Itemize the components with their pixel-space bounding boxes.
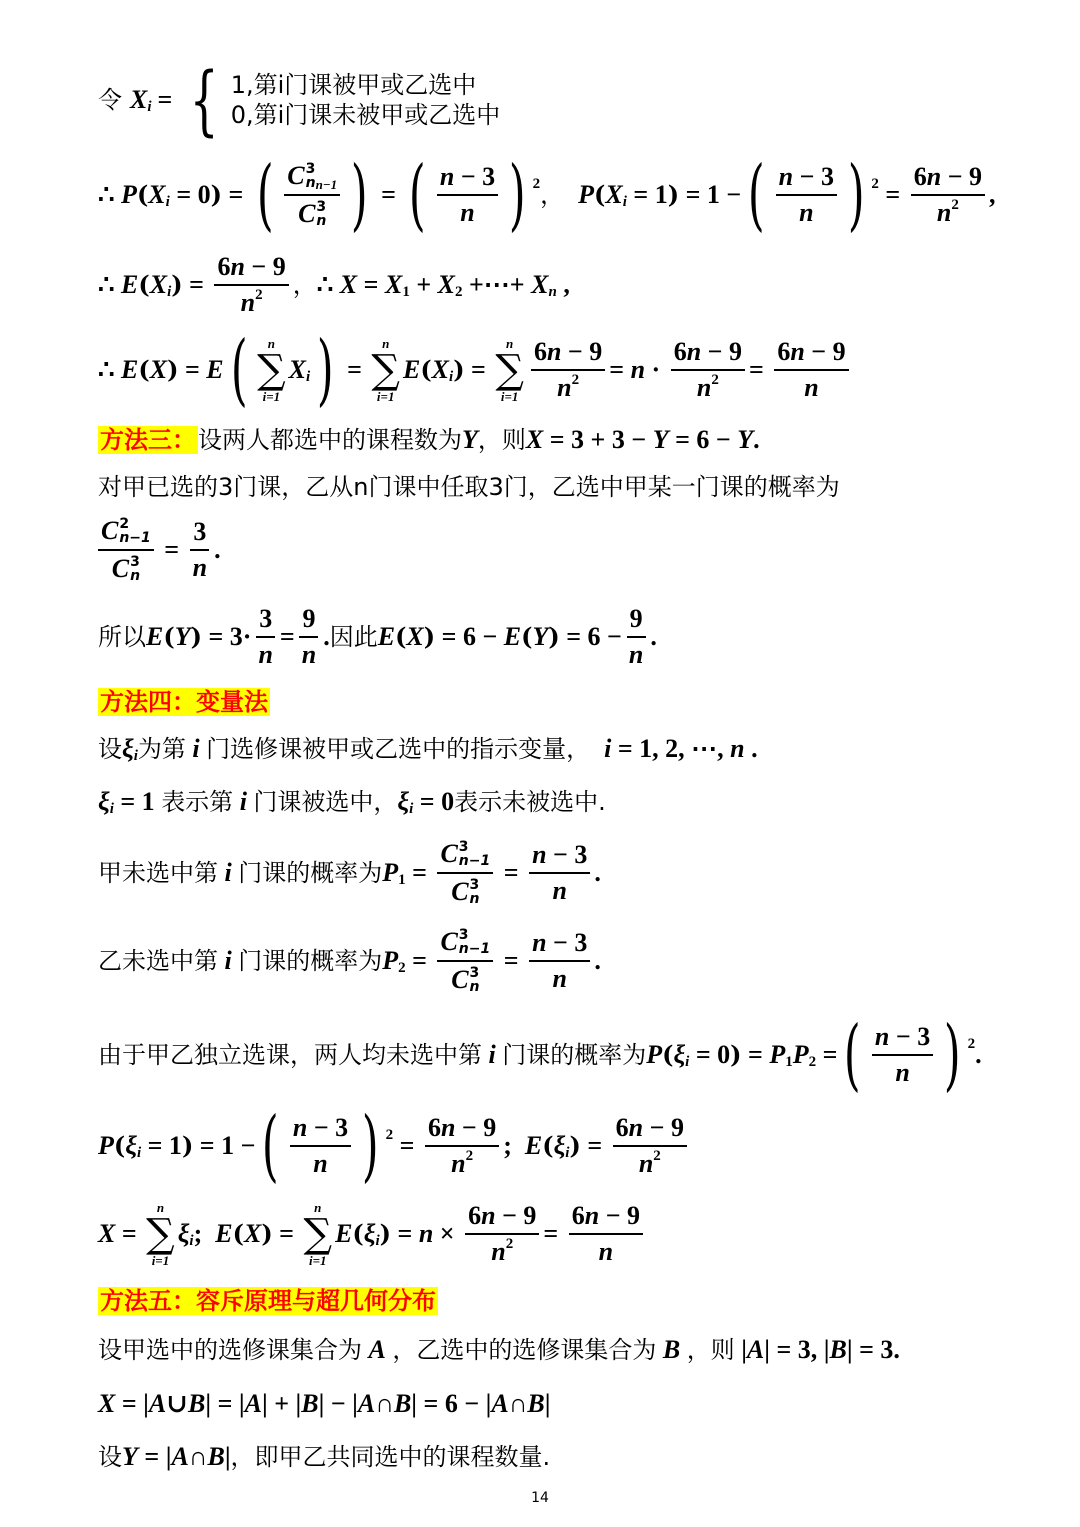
indicator-var-line: 设 ξ i 为第 i 门选修课被甲或乙选中的指示变量， i = 1, 2, ⋯, n . <box>98 734 758 764</box>
method-three-text: 设两人都选中的课程数为 <box>198 426 462 454</box>
def-prefix: 令 <box>98 86 122 114</box>
case-1: 1,第i门课被甲或乙选中 <box>230 71 477 99</box>
prob-ratio: C 2 n−1 C 3 n = $\frac{3}{n}$ . <box>98 515 221 585</box>
method-five-line <box>98 1284 438 1318</box>
prob-p1-line: 甲未选中第 i 门课的概率为 P 1 = C 3 n−1 C 3 n = n − 3 n . <box>98 839 601 907</box>
y-definition: 设 Y = | A ∩ B | ，即甲乙共同选中的课程数量. <box>98 1442 551 1471</box>
indicator-definition: 令 X i = { 1,第i门课被甲或乙选中 0,第i门课未被甲或乙选中 <box>98 55 501 144</box>
set-definition: 设甲选中的选修课集合为 A ，乙选中的选修课集合为 B ，则 | A | = 3, | B | = 3. <box>98 1335 900 1364</box>
case-2: 0,第i门课未被甲或乙选中 <box>230 101 501 129</box>
method-five-heading: 方法五：容斥原理与超几何分布 <box>100 1287 436 1315</box>
comma: ， <box>292 271 317 299</box>
left-brace: { <box>190 55 220 144</box>
method-three-heading: 方法三： <box>100 426 196 454</box>
expectation-sum-xi: X = n ∑ i=1 ξ i ; E ( X ) = n ∑ i=1 E ( ξ i ) = n × 6 n − 9 n 2 = 6 n − 9 n <box>98 1198 647 1270</box>
method-three-line: 方法三： 设两人都选中的课程数为 Y ，则 X = 3 + 3 − Y = 6 − Y . <box>100 425 760 454</box>
independent-line: 由于甲乙独立选课，两人均未选中第 i 门课的概率为 P ( ξ i = 0 ) = P 1 P 2 = ( n − 3 n ) 2 . <box>98 1010 982 1100</box>
indicator-meaning: ξ i = 1 表示第 i 门课被选中， ξ i = 0 表示未被选中. <box>98 787 606 817</box>
comma: ， <box>540 181 565 209</box>
method-four-heading: 方法四：变量法 <box>100 688 268 716</box>
prob-xi-formula: ∴ P ( X i = 0 ) = ( C 3 n n−1 C 3 n ) = ( n − 3 n ) 2 ， P ( X i = 1 ) = 1 − ( n − 3 n ) 2 = 6 n − 9 n 2 , <box>98 150 996 240</box>
expectation-xi: ∴ E ( X i ) = 6 n − 9 n 2 ， ∴ X = X 1 + X 2 +⋯+ X n , <box>98 252 570 317</box>
method-three-desc: 对甲已选的3门课，乙从n门课中任取3门，乙选中甲某一门课的概率为 <box>98 473 840 501</box>
prob-p2-line: 乙未选中第 i 门课的概率为 P 2 = C 3 n−1 C 3 n = n − 3 n . <box>98 927 601 995</box>
expectation-x-sum: ∴ E ( X ) = E ( n ∑ i=1 X i ) = n ∑ i=1 E ( X i ) = n ∑ i=1 6 n − 9 n 2 = n · 6 n − 9 n 2 = 6 n − 9 n <box>98 330 853 410</box>
method-three-result: 所以 E ( Y ) = 3· $\frac{3}{n}$ = $\frac{9}{n}$ . 因此 E ( X ) = 6 − E ( Y ) = 6 − $\frac{9}{n}$ . <box>98 604 657 669</box>
method-four-line <box>98 685 270 719</box>
union-formula: X = | A ∪ B | = | A | + | B | − | A ∩ B | = 6 − | A ∩ B | <box>98 1389 551 1418</box>
page-number: 14 <box>531 1490 549 1506</box>
prob-xi-one: P ( ξ i = 1 ) = 1 − ( n − 3 n ) 2 = 6 n − 9 n 2 ; E ( ξ i ) = 6 n − 9 n 2 <box>98 1108 691 1184</box>
